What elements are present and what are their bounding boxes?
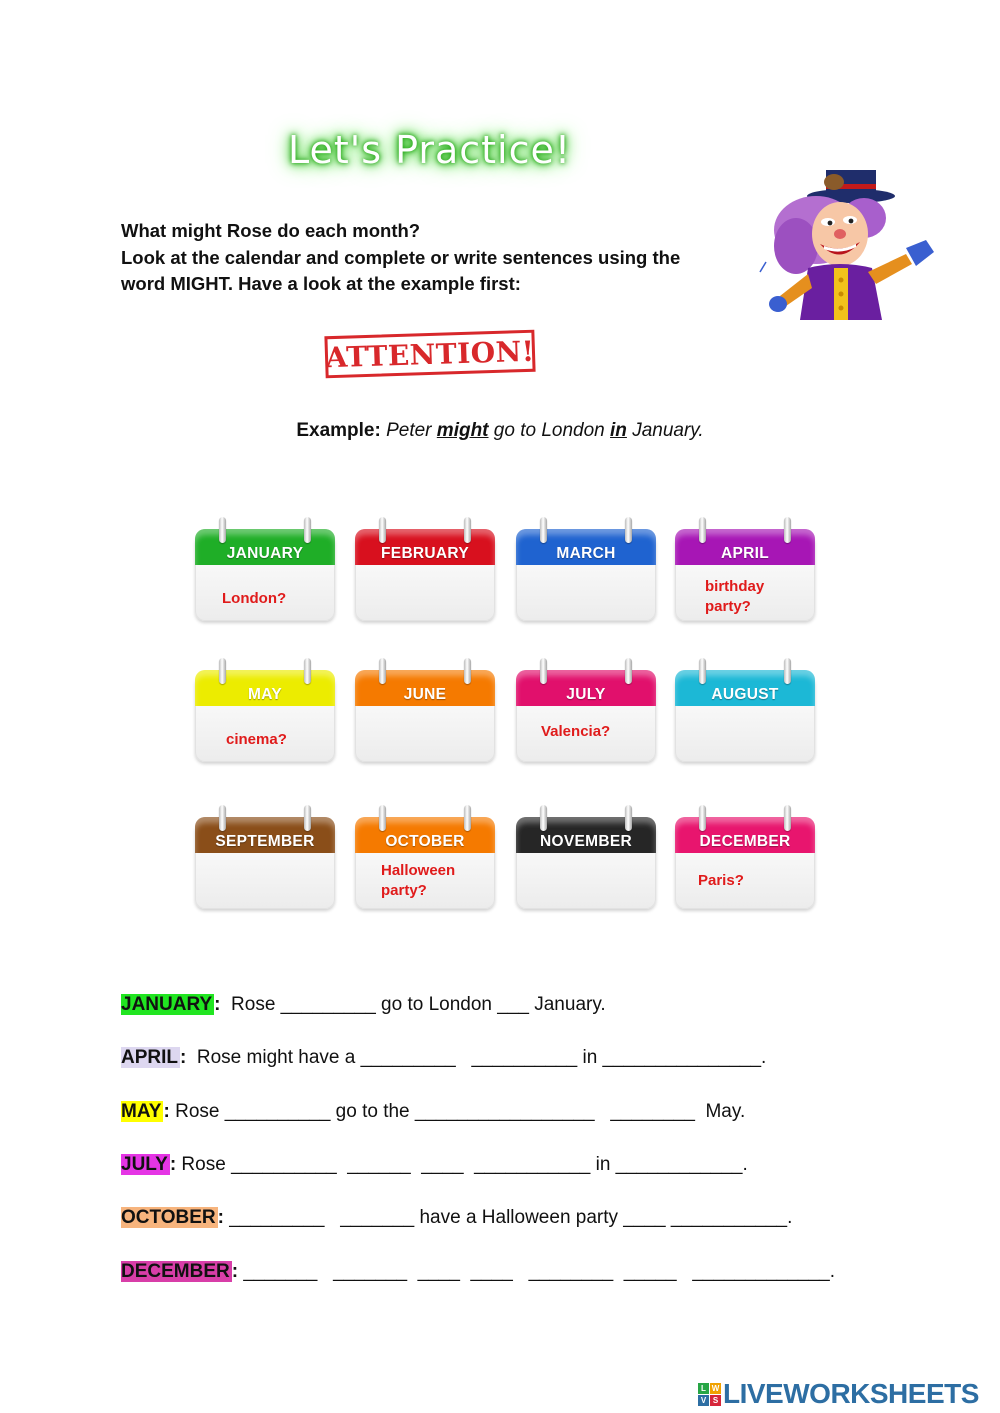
calendar-note-line: London? [222, 590, 287, 607]
month-colon: : [217, 1207, 224, 1228]
logo-icon [698, 1383, 721, 1406]
calendar-april [675, 517, 815, 621]
month-highlight: JULY [121, 1154, 168, 1175]
calendar-ring-icon [699, 658, 706, 684]
calendar-ring-icon [219, 805, 226, 831]
month-highlight: APRIL [121, 1047, 178, 1068]
calendar-month-label: MARCH [516, 529, 656, 565]
calendar-ring-icon [304, 805, 311, 831]
calendar-ring-icon [540, 658, 547, 684]
example-part-2: go to London [493, 420, 605, 441]
calendar-note [226, 730, 335, 750]
calendar-ring-icon [699, 805, 706, 831]
calendar-note-line: cinema? [226, 731, 287, 748]
month-highlight: MAY [121, 1101, 162, 1122]
example-might: might [436, 420, 489, 441]
clown-character-icon [756, 168, 940, 320]
logo-block-l: L [698, 1383, 709, 1394]
sentence-text[interactable]: Rose __________ ______ ____ ___________ in ____________. [176, 1154, 748, 1175]
instruction-line-1: What might Rose do each month? [121, 220, 421, 241]
sentence-july [121, 1154, 748, 1176]
calendar-ring-icon [784, 658, 791, 684]
calendar-ring-icon [784, 805, 791, 831]
calendar-note-line: Valencia? [541, 723, 611, 740]
calendar-june [355, 658, 495, 762]
month-highlight: DECEMBER [121, 1261, 230, 1282]
calendar-october [355, 805, 495, 909]
calendar-note-line: birthday [705, 578, 765, 595]
calendar-note [541, 722, 656, 742]
calendar-november [516, 805, 656, 909]
liveworksheets-logo [698, 1375, 979, 1413]
calendar-ring-icon [625, 658, 632, 684]
calendar-ring-icon [379, 658, 386, 684]
instruction-line-2: Look at the calendar and complete or write sentences using the [121, 246, 681, 268]
example-in: in [610, 420, 627, 441]
logo-text: LIVEWORKSHEETS [723, 1378, 979, 1409]
calendar-note [222, 589, 335, 609]
calendar-month-label: AUGUST [675, 670, 815, 706]
sentence-text[interactable]: Rose _________ go to London ___ January. [220, 994, 606, 1015]
month-colon: : [231, 1261, 239, 1282]
instruction-line-3: word MIGHT. Have a look at the example first: [121, 273, 521, 294]
calendar-ring-icon [219, 517, 226, 543]
calendar-ring-icon [464, 658, 471, 684]
sentence-text[interactable]: _______ _______ ____ ____ ________ _____ _____________. [238, 1261, 836, 1282]
calendar-month-label: JULY [516, 670, 656, 706]
sentence-december [121, 1261, 835, 1283]
month-colon: : [214, 994, 221, 1015]
logo-block-v: V [698, 1395, 709, 1406]
calendar-ring-icon [540, 517, 547, 543]
calendar-month-label: SEPTEMBER [195, 817, 335, 853]
calendar-note-line: party? [381, 882, 427, 899]
calendar-note-line: party? [705, 598, 751, 615]
calendar-ring-icon [304, 658, 311, 684]
calendar-january [195, 517, 335, 621]
calendar-ring-icon [379, 517, 386, 543]
attention-stamp: ATTENTION! [324, 330, 535, 379]
calendar-ring-icon [784, 517, 791, 543]
sentence-text[interactable]: _________ _______ have a Halloween party ____ ___________. [224, 1207, 793, 1228]
calendar-ring-icon [379, 805, 386, 831]
calendar-july [516, 658, 656, 762]
calendar-month-label: JUNE [355, 670, 495, 706]
page-title: Let's Practice! [288, 128, 572, 172]
calendar-ring-icon [464, 517, 471, 543]
calendar-august [675, 658, 815, 762]
calendar-december [675, 805, 815, 909]
logo-block-w: W [711, 1383, 720, 1393]
calendar-ring-icon [304, 517, 311, 543]
calendar-note-line: Paris? [698, 872, 744, 889]
month-colon: : [163, 1101, 170, 1122]
calendar-month-label: OCTOBER [355, 817, 495, 853]
calendar-ring-icon [625, 517, 632, 543]
calendar-ring-icon [540, 805, 547, 831]
calendar-month-label: DECEMBER [675, 817, 815, 853]
calendar-ring-icon [625, 805, 632, 831]
calendar-month-label: NOVEMBER [516, 817, 656, 853]
calendar-note [705, 577, 815, 617]
example-part-1: Peter [386, 420, 432, 441]
calendar-ring-icon [699, 517, 706, 543]
month-highlight: OCTOBER [121, 1207, 216, 1228]
calendar-september [195, 805, 335, 909]
calendar-note [381, 861, 495, 901]
calendar-may [195, 658, 335, 762]
calendar-february [355, 517, 495, 621]
calendar-month-label: FEBRUARY [355, 529, 495, 565]
month-highlight: JANUARY [121, 994, 213, 1015]
month-colon: : [169, 1154, 177, 1175]
example-label: Example: [296, 420, 381, 441]
month-colon: : [180, 1047, 187, 1068]
calendar-ring-icon [219, 658, 226, 684]
calendar-march [516, 517, 656, 621]
sentence-text[interactable]: Rose __________ go to the _________________ ________ May. [169, 1101, 746, 1122]
example-part-3: January. [632, 420, 704, 441]
sentence-october [121, 1207, 792, 1229]
calendar-ring-icon [464, 805, 471, 831]
sentence-text[interactable]: Rose might have a _________ __________ in _______________. [186, 1047, 767, 1068]
calendar-month-label: JANUARY [195, 529, 335, 565]
logo-block-s: S [710, 1395, 721, 1406]
calendar-month-label: MAY [195, 670, 335, 706]
calendar-note [698, 871, 815, 891]
instructions [121, 218, 761, 298]
calendar-note-line: Halloween [381, 862, 456, 879]
example-sentence [0, 420, 1000, 442]
sentence-april [121, 1047, 766, 1069]
sentence-may [121, 1101, 745, 1123]
calendar-month-label: APRIL [675, 529, 815, 565]
sentence-january [121, 994, 606, 1016]
